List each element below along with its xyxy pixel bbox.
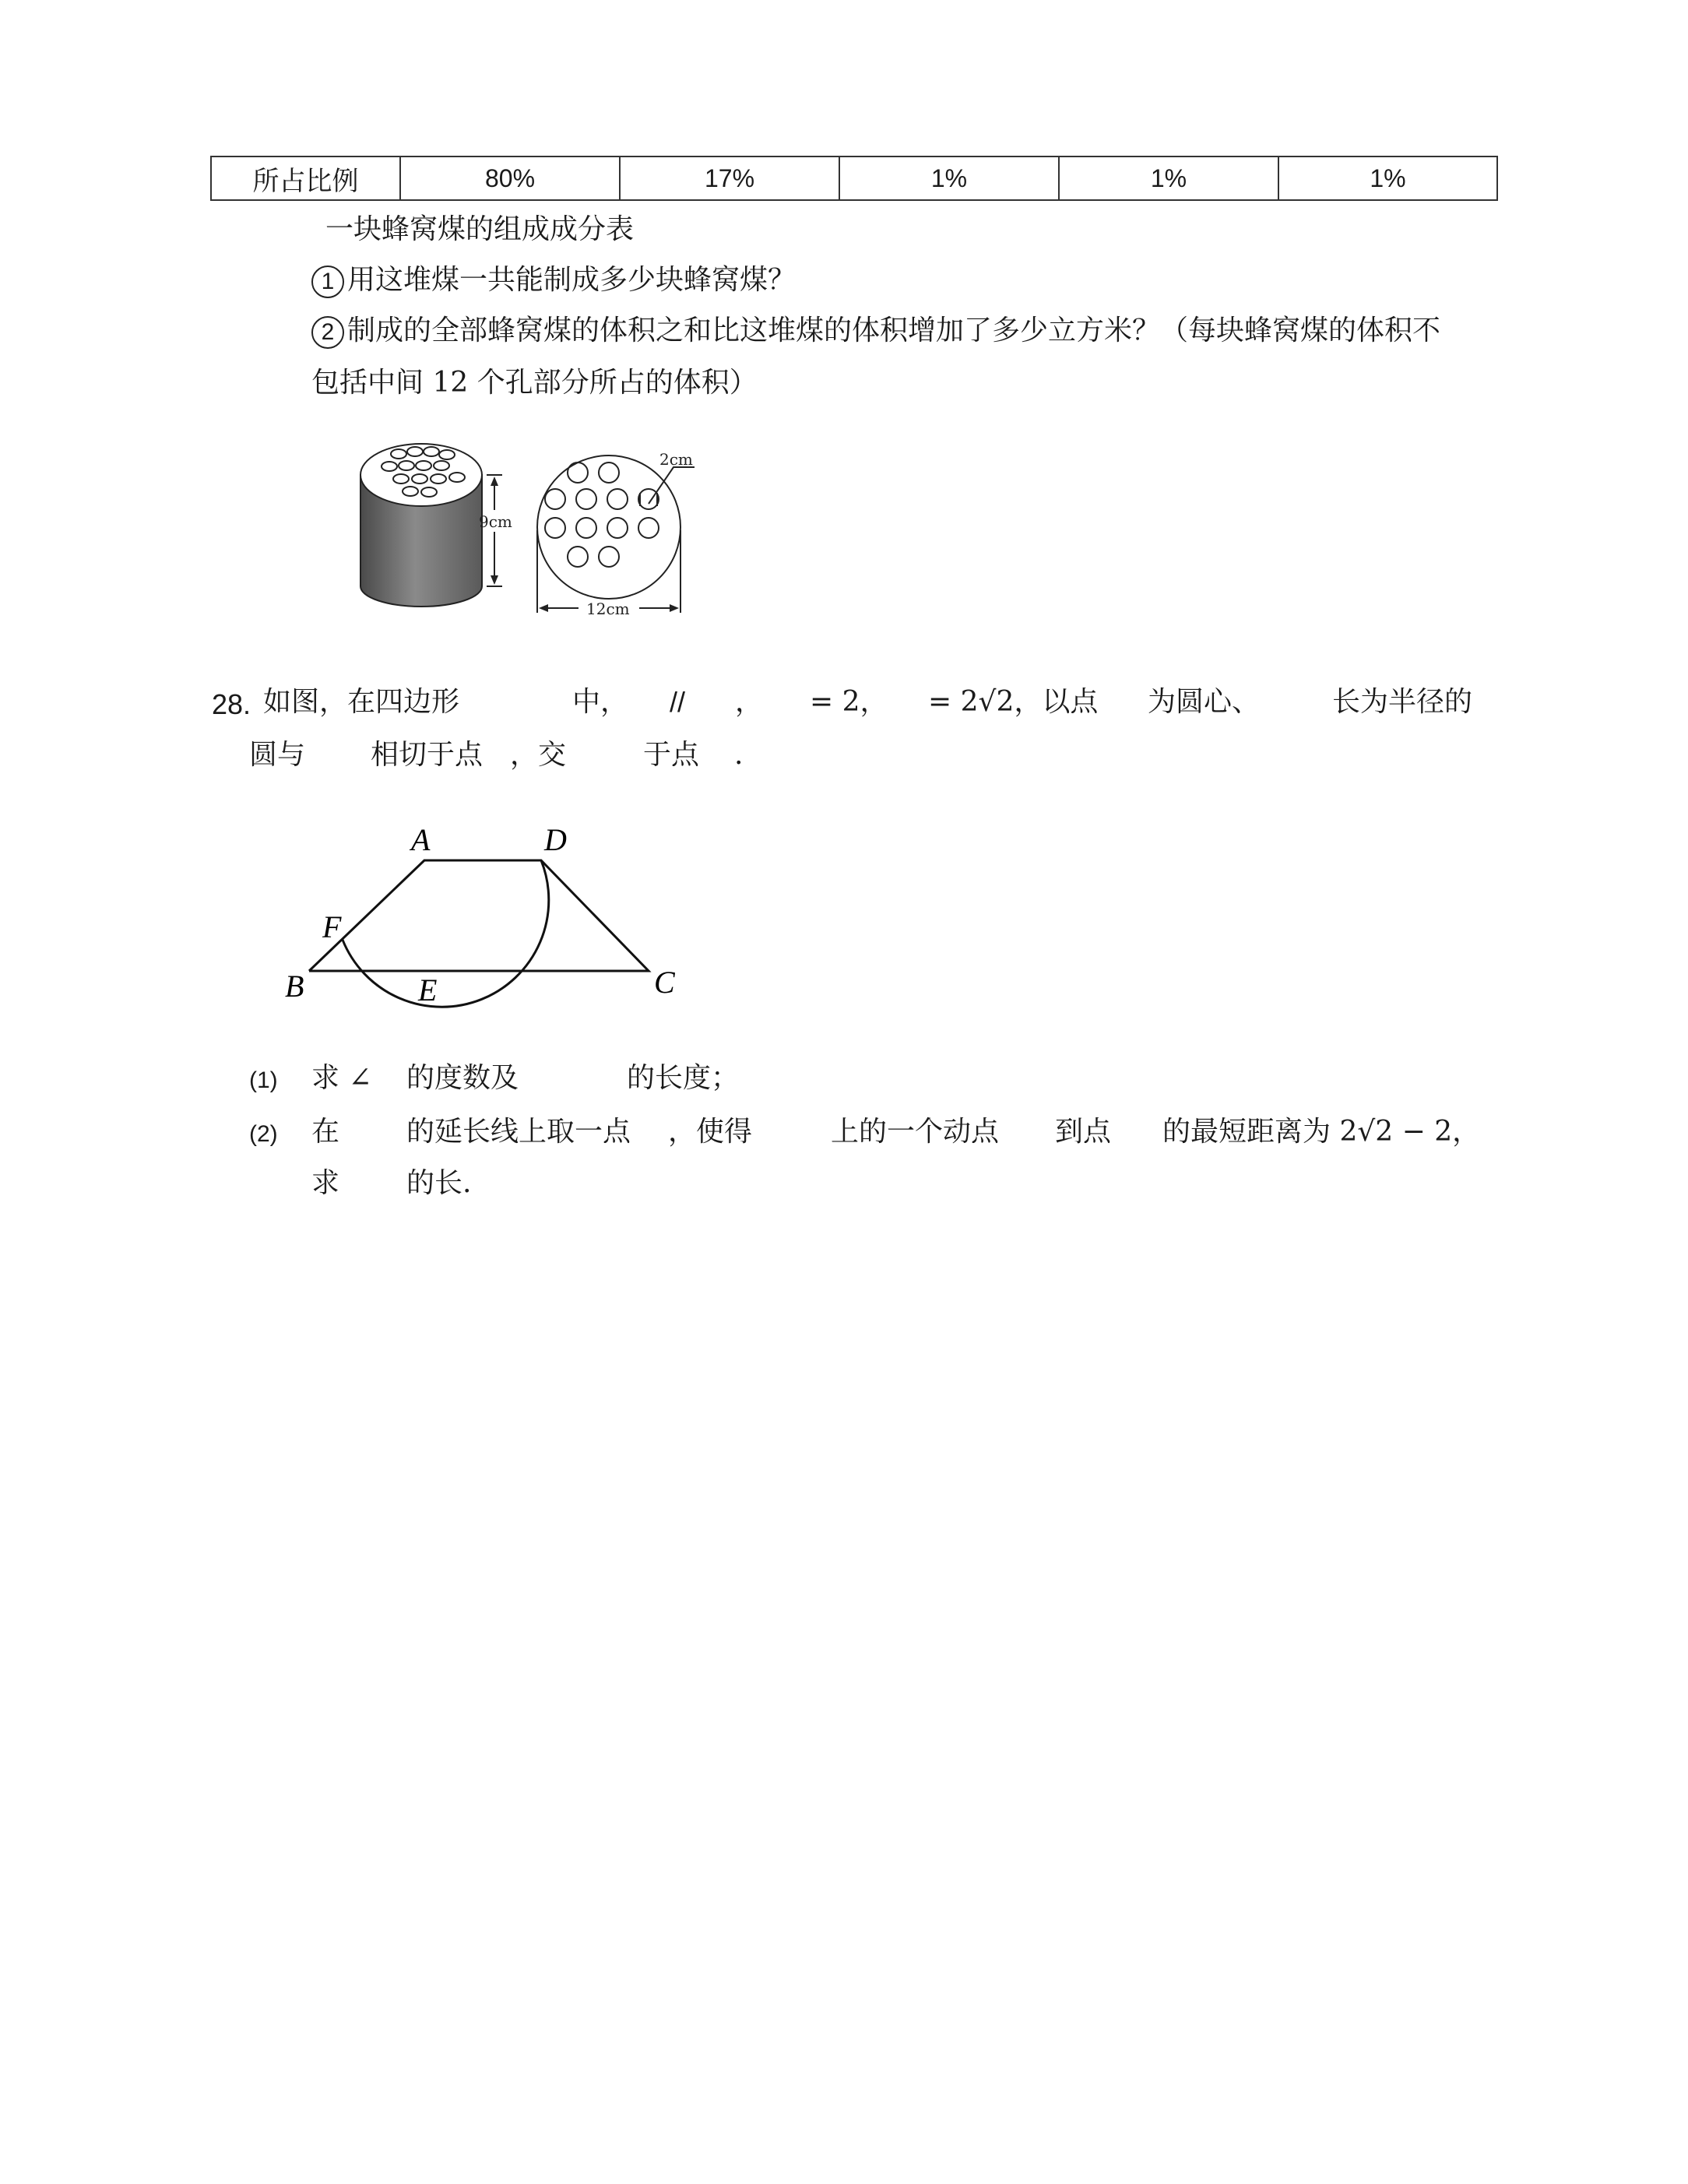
table-caption: 一块蜂窝煤的组成成分表 [325, 213, 635, 245]
cylinder-drawing [360, 444, 482, 607]
problem-text: 中， [572, 686, 629, 718]
label-E: E [418, 972, 438, 1008]
problem-text: = 2√2，以点 [928, 686, 1099, 718]
diameter-label: 12cm [586, 600, 630, 618]
problem-text: . [734, 739, 744, 771]
problem-text: 圆与 [249, 739, 306, 771]
part-1-number: (1) [249, 1067, 278, 1093]
part-1-text: 的度数及 [406, 1062, 519, 1094]
trapezoid-lines [309, 860, 649, 1007]
problem-text: ，交 [510, 739, 567, 771]
question-2-line-1 [311, 315, 1440, 349]
part-2-text: 的长. [406, 1167, 472, 1199]
table-cell: 1% [839, 157, 1059, 200]
part-2-text: 上的一个动点 [831, 1116, 1000, 1148]
label-A: A [411, 822, 431, 857]
briquette-figure [354, 432, 705, 627]
question-1 [311, 265, 796, 298]
question-2-text: 制成的全部蜂窝煤的体积之和比这堆煤的体积增加了多少立方米？（每块蜂窝煤的体积不 [347, 315, 1441, 346]
question-2-line-2: 包括中间 12 个孔部分所占的体积） [311, 367, 758, 399]
part-2-number: (2) [249, 1121, 278, 1147]
composition-table [210, 156, 1498, 201]
problem-text: = 2， [810, 686, 888, 718]
table-row [211, 157, 1497, 200]
circled-number-2: 2 [311, 316, 344, 349]
part-2-text: 到点 [1055, 1116, 1112, 1148]
height-label: 9cm [479, 512, 512, 531]
part-1-text: 的长度； [627, 1062, 740, 1094]
hole-diameter-label: 2cm [659, 450, 693, 469]
label-C: C [654, 965, 675, 1000]
parallel-symbol: // [670, 686, 686, 718]
table-cell: 1% [1059, 157, 1278, 200]
label-B: B [285, 969, 304, 1004]
part-2-text: 的延长线上取一点 [406, 1116, 631, 1148]
problem-text: 长为半径的 [1332, 686, 1473, 718]
problem-number: 28. [212, 688, 251, 720]
table-cell: 1% [1278, 157, 1497, 200]
trapezoid-figure [273, 818, 693, 1012]
problem-text: 为圆心、 [1148, 686, 1261, 718]
top-view-drawing [537, 455, 695, 599]
table-cell: 80% [400, 157, 620, 200]
part-2-text: 求 [311, 1167, 340, 1199]
circled-number-1: 1 [311, 266, 344, 298]
problem-text: 如图，在四边形 [263, 686, 460, 718]
part-2-text: 在 [311, 1116, 340, 1148]
part-1-text: 求 ∠ [311, 1062, 372, 1094]
label-D: D [544, 822, 567, 857]
question-1-text: 用这堆煤一共能制成多少块蜂窝煤？ [347, 264, 797, 296]
table-cell: 17% [620, 157, 839, 200]
problem-text: ， [735, 686, 764, 718]
table-row-label: 所占比例 [211, 157, 400, 200]
part-2-text: ，使得 [668, 1116, 753, 1148]
problem-text: 相切于点 [371, 739, 484, 771]
problem-text: 于点 [643, 739, 700, 771]
part-2-text: 的最短距离为 2√2 − 2， [1162, 1116, 1481, 1148]
label-F: F [322, 909, 342, 944]
